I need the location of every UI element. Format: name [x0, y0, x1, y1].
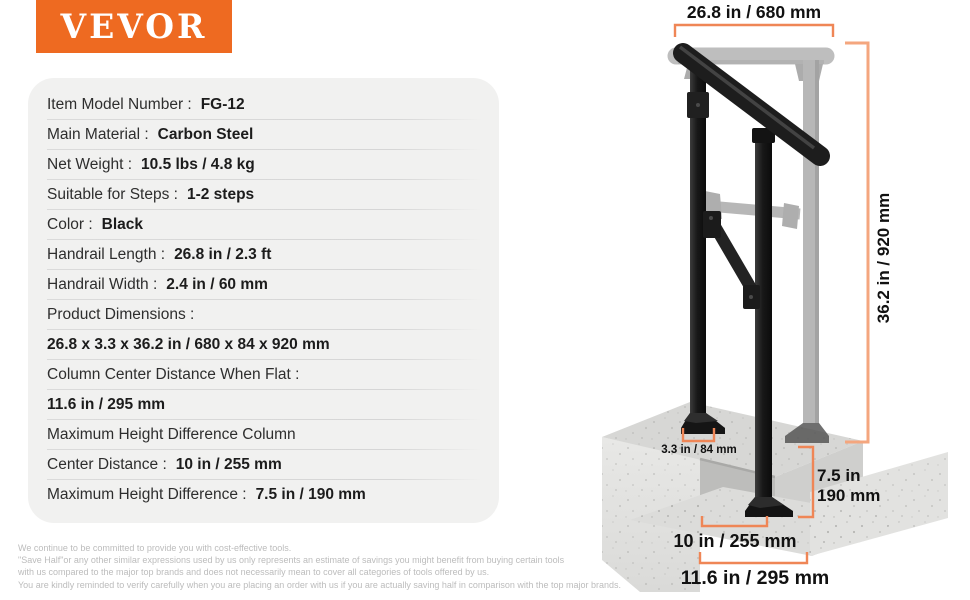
ghost-bar-plate-right — [782, 203, 799, 229]
spec-value: Black — [101, 216, 144, 233]
dim-bracket-flat-distance — [700, 552, 807, 563]
spec-label: Color : — [47, 216, 93, 233]
disclaimer-line: "Save Half"or any other similar expressions used by us only represents an estimate of savings you might benefit from buying certain tools — [18, 555, 565, 566]
disclaimer — [18, 542, 668, 591]
label-step-height-in: 7.5 in — [817, 466, 861, 485]
label-step-height-mm: 190 mm — [817, 486, 881, 505]
spec-value: 11.6 in / 295 mm — [47, 396, 166, 413]
spec-value: 26.8 in / 2.3 ft — [174, 246, 272, 263]
spec-value: 1-2 steps — [186, 186, 255, 203]
left-post — [690, 68, 706, 418]
spec-label: Handrail Width : — [47, 276, 158, 293]
label-overall-height: 36.2 in / 920 mm — [874, 192, 893, 324]
spec-value: FG-12 — [200, 96, 245, 113]
dim-bracket-handrail-length — [675, 25, 833, 37]
spec-label: Product Dimensions : — [47, 306, 195, 323]
spec-label: Main Material : — [47, 126, 149, 143]
label-handrail-length: 26.8 in / 680 mm — [686, 2, 822, 22]
spec-value: 7.5 in / 190 mm — [255, 486, 366, 503]
label-flat-distance: 11.6 in / 295 mm — [680, 567, 830, 589]
diagonal-bar-plate-top — [703, 211, 721, 238]
spec-value: 10 in / 255 mm — [175, 456, 282, 473]
spec-value: 26.8 x 3.3 x 36.2 in / 680 x 84 x 920 mm — [47, 336, 330, 353]
spec-label: Maximum Height Difference : — [47, 486, 247, 503]
spec-label: Net Weight : — [47, 156, 133, 173]
spec-label: Maximum Height Difference Column — [47, 426, 296, 443]
spec-value: 10.5 lbs / 4.8 kg — [141, 156, 255, 173]
spec-label: Suitable for Steps : — [47, 186, 178, 203]
spec-label: Center Distance : — [47, 456, 167, 473]
disclaimer-line: We continue to be committed to provide you with cost-effective tools. — [18, 543, 292, 553]
middle-post — [755, 128, 772, 500]
label-base-width: 3.3 in / 84 mm — [661, 444, 737, 456]
spec-label: Column Center Distance When Flat : — [47, 366, 300, 383]
spec-value: Carbon Steel — [157, 126, 254, 143]
spec-value: 2.4 in / 60 mm — [166, 276, 268, 293]
dim-line-overall-height — [845, 43, 868, 442]
disclaimer-line: You are kindly reminded to verify carefully when you are placing an order with us if you are actually saving half in comparison with the top major brands. — [18, 579, 621, 590]
disclaimer-line: with us compared to the major top brands and does not necessarily mean to cover all categories of tools offered by us. — [18, 567, 490, 578]
spec-label: Item Model Number : — [47, 96, 192, 113]
spec-label: Handrail Length : — [47, 246, 166, 263]
vevor-logo-text: VEVOR — [60, 6, 208, 47]
label-column-distance: 10 in / 255 mm — [673, 531, 797, 551]
